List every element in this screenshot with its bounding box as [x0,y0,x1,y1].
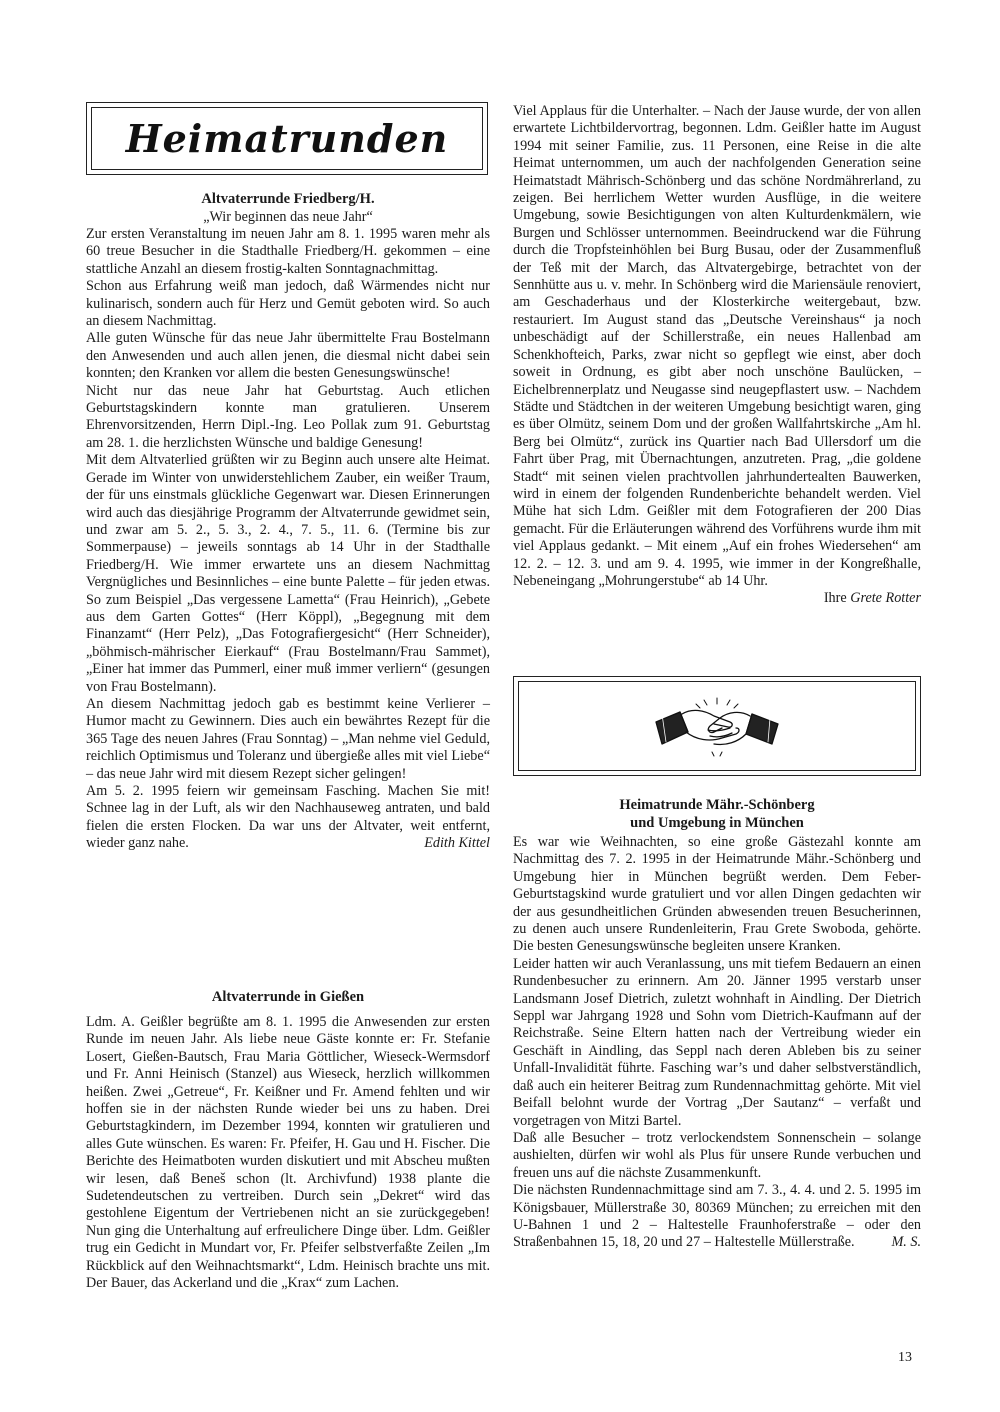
article2-signature-line [513,590,921,607]
article3-paragraph: Leider hatten wir auch Veranlassung, uns mit tiefem Bedauern an einen Rundenbesucher zu erinnern. Am 20. Jänner 1995 verstarb unser Landsmann Josef Dietrich, zuletzt wohnhaft in Aindling. Der Dietrich Seppl war Jahrgang 1928 und Sohn vom Dietrich-Kaufmann auf der Reichstraße. Seine Eltern hatten nach der Vertreibung wieder ein Geschäft in Aindling, das Seppl nach deren Ableben bis zu seiner Unfall-Invalidität führte. Fasching war’s und daher selbstverständlich, daß auch ein heiterer Beitrag zum Rundennachmittag gehörte. Mit viel Beifall belohnt wurde der Vortrag „Der Sautanz“ – verfaßt und vorgetragen von Mitzi Bartel. [513,955,921,1129]
article3-paragraph: Es war wie Weihnachten, so eine große Gästezahl konnte am Nachmittag des 7. 2. 1995 in der Heimatrunde Mähr.-Schönberg und Umgebung hier in München begrüßt werden. Dem Feber-Geburtstagskind wurde gratuliert und vor allen Dingen gedachten wir der aus gesundheitlichen Gründen abwesenden treuen Besucherinnen, zu denen auch unsere Rundenleiterin, Frau Grete Swoboda, gehörte. Die besten Genesungswünsche begleiten unsere Kranken. [513,834,921,955]
article1-paragraph: Nicht nur das neue Jahr hat Geburtstag. Auch etlichen Geburtstagskindern konnte man gratulieren. Unserem Ehrenvorsitzenden, Herrn Dipl.-Ing. Leo Pollak zum 91. Geburtstag am 28. 1. die herzlichsten Wünsche und baldige Genesung! [86,382,490,451]
article1-subtitle: „Wir beginnen das neue Jahr“ [203,209,373,225]
article1-title: Altvaterrunde Friedberg/H. [201,191,375,207]
article3-title-line2: und Umgebung in München [630,815,804,831]
article2-signature: Grete Rotter [850,590,921,607]
article3-last-text: Die nächsten Rundennachmittage sind am 7. 3., 4. 4. und 2. 5. 1995 im Königsbauer, Müllerstraße 30, 80369 München; zu erreichen mit den U-Bahnen 1 und 2 – Haltestelle Fraunhoferstraße – oder den Straßenbahnen 15, 18, 20 und 27 – Haltestelle Müllerstraße. [513,1182,921,1251]
article2-title: Altvaterrunde in Gießen [211,989,365,1005]
handshake-box [513,676,921,776]
article1-paragraph: Schon aus Erfahrung weiß man jedoch, daß Wärmendes nicht nur kulinarisch, sondern auch für Herz und Gemüt geboten wird. So auch an diesem Nachmittag. [86,278,490,330]
article2-continuation: Viel Applaus für die Unterhalter. – Nach der Jause wurde, der von allen erwartete Lichtbildervortrag, begonnen. Ldm. Geißler hatte im August 1994 mit seiner Familie, zus. 11 Personen, eine Reise in die alte Heimat unternommen, um auch der nachfolgenden Generation seine Heimatstadt Mährisch-Schönberg und das schöne Nordmährerland, zu zeigen. Bei herrlichem Wetter wurden Ausflüge, in die weitere Umgebung, sowie Besichtigungen von alten Kulturdenkmälern, wie Burgen und Schlösser unternommen. Beeindruckend war die Führung durch die Tropfsteinhöhlen bei Burg Busau, oder der Zusammenfluß der Teß mit der March, das Altvatergebirge, betrachtet von der Sennhütte aus u. v. mehr. In Schönberg wird die Mariensäule renoviert, am Geschaderhaus und der Klosterkirche weitergebaut, bzw. restauriert. Im August stand das „Deutsche Vereinshaus“ ja noch unbeschädigt auf der Schillerstraße, ein neues Hallenbad am Schenkhofteich, Parks, zwar nicht so gepflegt wie einst, aber doch soweit in Ordnung, es gibt aber noch unschöne Baulücken, – Eichelbrennerplatz und Neugasse sind neugepflastert usw. – Nachdem Städte und Städtchen in der weiteren Umgebung besichtigt waren, ging es über Olmütz, seinem Dom und der großen Wallfahrtskirche „Am hl. Berg bei Olmütz“, zurück ins Quartier nach Bad Ullersdorf um die Fahrt über Prag, mit Übernachtungen, anzutreten. Prag, „die goldene Stadt“ mit seinen vielen prachtvollen jahrhundertealten Bauwerken, wird in einem der folgenden Rundenberichte behandelt werden. Viel Mühe hat sich Ldm. Geißler mit dem Fotografieren der 200 Dias gemacht. Für die Erläuterungen während des Vorführens wurde ihm mit viel Applaus gedankt. – Mit einem „Auf ein frohes Wiedersehen“ am 12. 2. – 12. 3. und am 9. 4. 1995, wie immer in der Kongreßhalle, Nebeneingang „Mohrungerstube“ ab 14 Uhr. [513,103,921,589]
right-column [513,103,921,608]
page-number: 13 [898,1350,912,1365]
handshake-icon [652,692,782,760]
article1-signature: Edith Kittel [424,835,490,852]
left-column [86,190,490,853]
article1-paragraph: Zur ersten Veranstaltung im neuen Jahr am 8. 1. 1995 waren mehr als 60 treue Besucher in die Stadthalle Friedberg/H. gekommen – eine stattliche Anzahl an diesem frostig-kalten Sonntagnachmittag. [86,226,490,277]
article1-last-text: Am 5. 2. 1995 feiern wir gemeinsam Fasching. Machen Sie mit! Schnee lag in der Luft, als wir den Nachhauseweg antraten, und bald fielen die ersten Flocken. Da war uns der Altvater, weit entfernt, wieder ganz nahe. [86,783,490,852]
article1-paragraph: Alle guten Wünsche für das neue Jahr übermittelte Frau Bostelmann den Anwesenden und auch allen jenen, die diesmal nicht dabei sein konnten; den Kranken vor allem die besten Genesungswünsche! [86,330,490,382]
right-column-lower [513,796,921,1252]
section-heading-inner [91,107,483,170]
article3-paragraph [513,1182,921,1252]
article3-title-line1: Heimatrunde Mähr.-Schönberg [619,797,815,813]
left-column-lower [86,988,490,1293]
section-heading-box [86,102,488,175]
article1-paragraph: An diesem Nachmittag jedoch gab es bestimmt keine Verlierer – Humor macht zu Gewinnern. Dies auch ein bewährtes Rezept für die 365 Tage des neuen Jahres (Frau Sonntag) – „Man nehme viel Geduld, reichlich Optimismus und Toleranz und übergieße alles mit viel Liebe“ – das neue Jahr wird mit diesem Rezept sicher gelingen! [86,695,490,782]
handshake-inner [518,681,916,771]
article1-paragraph: Mit dem Altvaterlied grüßten wir zu Beginn auch unsere alte Heimat. Gerade im Winter von unwiderstehlichem Zauber, ein weißer Traum, der für uns einstmals glückliche Gegenwart war. Diesen Erinnerungen wird auch das diesjährige Programm der Altvaterrunde gewidmet sein, und zwar am 5. 2., 5. 3., 2. 4., 7. 5., 11. 6. (Termine bis zur Sommerpause) – jeweils sonntags ab 14 Uhr in der Stadthalle Friedberg/H. Wie immer erwartete uns an diesem Nachmittag Vergnügliches und Besinnliches – eine bunte Palette – für jeden etwas. So zum Beispiel „Das vergessene Lametta“ (Frau Heinrich), „Gebete aus dem Garten Gottes“ (Herr Köppl), „Begegnung mit dem Finanzamt“ (Herr Pelz), „Das Fotografiergesicht“ (Herr Schneider), „böhmisch-mährischer Eierkauf“ (Frau Bostelmann/Frau Sammet), „Einer hat immer das Pummerl, einer muß immer verliern“ (gesungen von Frau Bostelmann). [86,452,490,695]
article3-paragraph: Daß alle Besucher – trotz verlockendstem Sonnenschein – solange aushielten, dürfen wir wohl als Plus für unsere Runde verbuchen und freuen uns auf die nächste Zusammenkunft. [513,1129,921,1181]
article1-paragraph [86,783,490,853]
section-heading: Heimatrunden [125,116,449,161]
article2-signature-prefix: Ihre [823,590,847,607]
article3-signature: M. S. [891,1234,921,1251]
article2-paragraph: Ldm. A. Geißler begrüßte am 8. 1. 1995 die Anwesenden zur ersten Runde im neuen Jahr. Als liebe neue Gäste konnte er: Fr. Stefanie Losert, Gießen-Bautsch, Frau Maria Göttlicher, Wieseck-Wermsdorf und Fr. Anni Heinisch (Stanzel) aus Wieseck, herzlich willkommen heißen. Zwei „Getreue“, Fr. Keißner und Fr. Amend fehlten und wir hoffen sie in der nächsten Runde wieder bei uns zu haben. Drei Geburtstagkindern, im Dezember 1994, konnten wir gratulieren und alles Gute wünschen. Es waren: Fr. Pfeifer, H. Gau und H. Fischer. Die Berichte des Heimatboten wurden diskutiert und mit Abscheu mußten wir lesen, daß Beneš schon (lt. Archivfund) 1938 plante die Sudetendeutschen zu vertreiben. Durch sein „Dekret“ wird das gestohlene Eigentum der Vertriebenen nicht an sie zurückgegeben! Nun ging die Unterhaltung auf erfreulichere Dinge über. Ldm. Geißler trug ein Gedicht in Mundart vor, Fr. Pfeifer selbstverfaßte Zeilen „Im Rückblick auf den Weihnachtsmarkt“, Ldm. Heinisch brachte uns mit. Der Bauer, das Ackerland und die „Krax“ zum Lachen. [86,1014,490,1292]
